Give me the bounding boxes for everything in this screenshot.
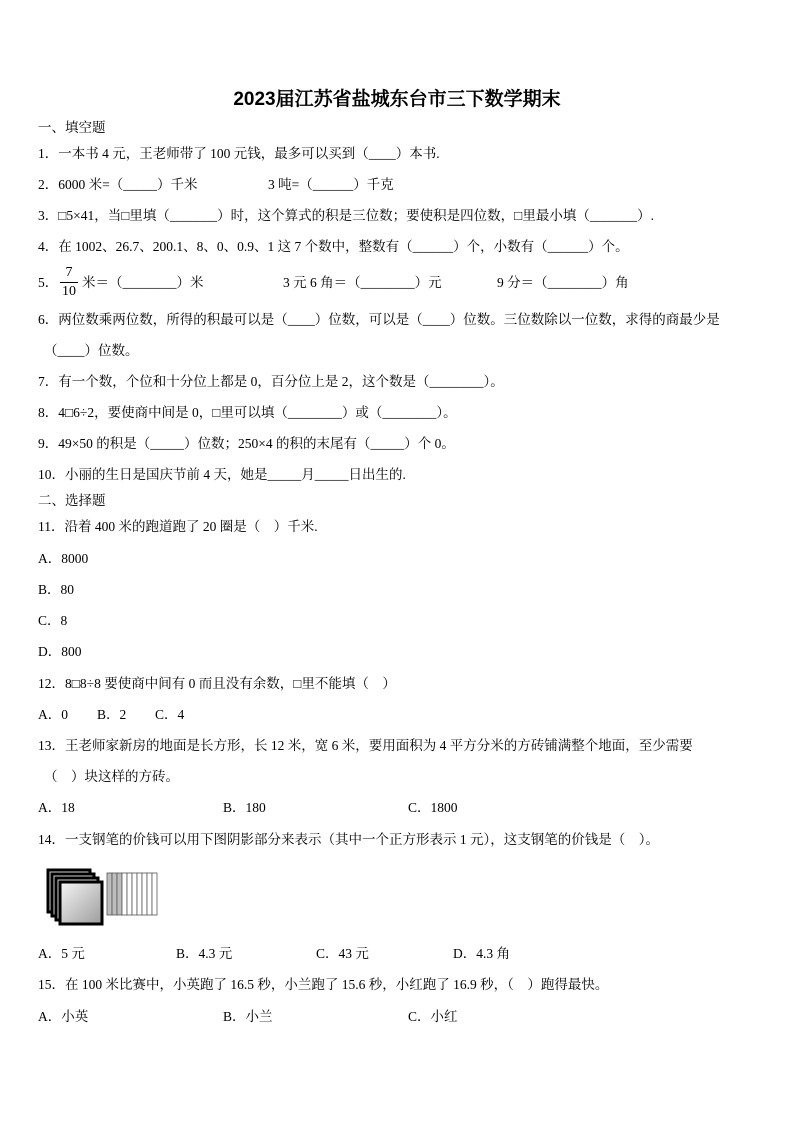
q15-option-c: C．小红 [408,1009,458,1024]
question-8: 8．4□6÷2，要使商中间是 0，□里可以填（________）或（________）。 [38,405,457,420]
q14-money-figure [44,866,164,930]
q14-option-b: B．4.3 元 [176,946,233,961]
question-13-line-2: （ ）块这样的方砖。 [44,769,179,784]
question-15: 15．在 100 米比赛中，小英跑了 16.5 秒，小兰跑了 15.6 秒，小红跑了 16.9 秒，（ ）跑得最快。 [38,977,609,992]
q13-option-c: C．1800 [408,800,458,815]
question-12: 12．8□8÷8 要使商中间有 0 而且没有余数，□里不能填（ ） [38,676,396,691]
q12-option-b: B．2 [97,707,127,722]
q12-option-c: C．4 [155,707,185,722]
tenth-strip [137,873,142,915]
tenth-strip [107,873,112,915]
whole-square [60,882,102,924]
question-2-part-a: 2．6000 米=（_____）千米 [38,177,198,192]
question-5-part-b: 3 元 6 角＝（________）元 [283,275,442,290]
q15-option-a: A．小英 [38,1009,89,1024]
q14-option-d: D．4.3 角 [453,946,510,961]
question-5-fraction [60,264,78,301]
question-6-line-1: 6．两位数乘两位数，所得的积最可以是（____）位数，可以是（____）位数。三位数除以一位数，求得的商最少是 [38,312,720,327]
q13-option-b: B．180 [223,800,266,815]
q13-option-a: A．18 [38,800,75,815]
fraction-numerator: 7 [65,265,73,280]
fraction-denominator: 10 [62,284,76,299]
q14-option-c: C．43 元 [316,946,369,961]
question-5-number: 5． [38,275,59,290]
q11-option-d: D．800 [38,644,82,659]
question-7: 7．有一个数，个位和十分位上都是 0，百分位上是 2，这个数是（________）。 [38,374,504,389]
question-3: 3．□5×41，当□里填（_______）时，这个算式的积是三位数；要使积是四位数，□里最小填（_______）. [38,208,654,223]
q15-option-b: B．小兰 [223,1009,273,1024]
question-1: 1．一本书 4 元，王老师带了 100 元钱，最多可以买到（____）本书. [38,146,440,161]
q11-option-b: B．80 [38,582,75,597]
tenth-strip [122,873,127,915]
tenth-strip [112,873,117,915]
question-10: 10．小丽的生日是国庆节前 4 天，她是_____月_____日出生的. [38,467,406,482]
question-11: 11．沿着 400 米的跑道跑了 20 圈是（ ）千米. [38,519,318,534]
page-title: 2023届江苏省盐城东台市三下数学期末 [233,89,561,110]
tenth-strip [127,873,132,915]
tenth-strip [152,873,157,915]
question-6-line-2: （____）位数。 [44,343,139,358]
section-heading-choice: 二、选择题 [38,493,106,508]
q11-option-a: A．8000 [38,551,89,566]
question-2-part-b: 3 吨=（______）千克 [268,177,394,192]
question-4: 4．在 1002、26.7、200.1、8、0、0.9、1 这 7 个数中，整数有（______）个，小数有（______）个。 [38,239,629,254]
q11-option-c: C．8 [38,613,68,628]
tenth-strip [147,873,152,915]
question-9: 9．49×50 的积是（_____）位数；250×4 的积的末尾有（_____）个 0。 [38,436,455,451]
tenth-strip [142,873,147,915]
tenth-strip [132,873,137,915]
tenth-strip [117,873,122,915]
q12-option-a: A．0 [38,707,68,722]
section-heading-fill-blank: 一、填空题 [38,120,106,135]
question-5-part-c: 9 分＝（________）角 [497,275,629,290]
question-13-line-1: 13．王老师家新房的地面是长方形，长 12 米，宽 6 米，要用面积为 4 平方分米的方砖铺满整个地面，至少需要 [38,738,693,753]
question-5-part-a: 米＝（________）米 [82,275,204,290]
q14-option-a: A．5 元 [38,946,85,961]
question-14: 14．一支钢笔的价钱可以用下图阴影部分来表示（其中一个正方形表示 1 元），这支钢笔的价钱是（ ）。 [38,832,659,847]
